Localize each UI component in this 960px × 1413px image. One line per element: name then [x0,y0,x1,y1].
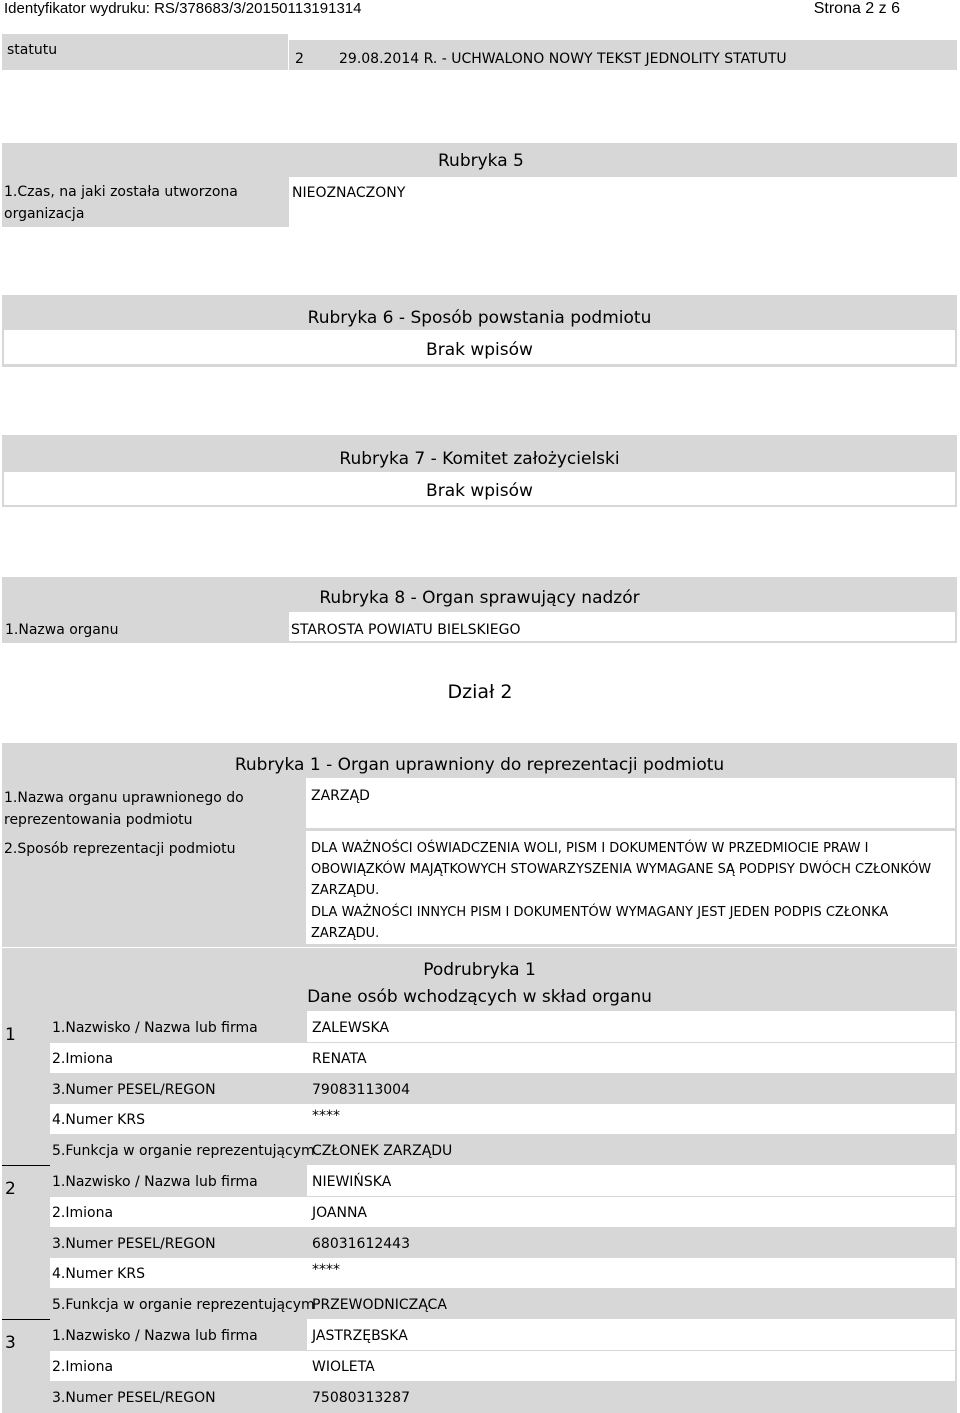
statute-value-cell [289,40,957,70]
rubryka5-title: Rubryka 5 [438,151,524,171]
podrubryka-title: Podrubryka 1 [423,960,536,980]
person-row [50,1197,955,1227]
person-3 [0,1319,960,1413]
person-field-value: JASTRZĘBSKA [312,1328,408,1344]
person-number: 2 [5,1179,16,1199]
person-field-value: 75080313287 [312,1390,410,1406]
person-field-label: 5.Funkcja w organie reprezentującym [52,1143,315,1159]
podrubryka-subtitle: Dane osób wchodzących w skład organu [307,987,652,1007]
person-divider [2,1165,50,1166]
rubryka7-title: Rubryka 7 - Komitet założycielski [339,449,620,469]
person-field-label: 3.Numer PESEL/REGON [52,1390,216,1406]
person-field-value: CZŁONEK ZARZĄDU [312,1143,453,1159]
rubryka1-field1-value: ZARZĄD [311,788,370,804]
person-1 [0,1011,960,1166]
rubryka5-field-value: NIEOZNACZONY [292,185,406,201]
person-row [50,1351,955,1381]
rubryka8-value-cell [289,612,955,641]
rubryka8-field-value: STAROSTA POWIATU BIELSKIEGO [291,622,521,638]
person-value-cell [307,1319,955,1350]
rubryka1-field2-text2: DLA WAŻNOŚCI INNYCH PISM I DOKUMENTÓW WYMAGANY JEST JEDEN PODPIS CZŁONKA ZARZĄDU. [311,905,889,941]
statute-text: 29.08.2014 R. - UCHWALONO NOWY TEKST JEDNOLITY STATUTU [339,51,787,67]
person-row [50,1043,955,1073]
rubryka6-block [2,295,957,367]
rubryka8-block [2,577,957,643]
person-field-value: NIEWIŃSKA [312,1174,392,1190]
rubryka7-body [4,472,955,505]
rubryka8-title: Rubryka 8 - Organ sprawujący nadzór [319,588,640,608]
rubryka1-field1-label: 1.Nazwa organu uprawnionego do reprezentowania podmiotu [4,790,244,828]
person-number: 3 [5,1333,16,1353]
person-value-cell [307,1165,955,1196]
person-divider [2,1319,50,1320]
person-field-label: 5.Funkcja w organie reprezentującym [52,1297,315,1313]
person-value-cell [307,1011,955,1042]
rubryka7-block [2,435,957,507]
page-number: Strona 2 z 6 [813,0,900,17]
statute-label-cell [2,34,288,70]
rubryka6-title: Rubryka 6 - Sposób powstania podmiotu [307,308,652,328]
person-2 [0,1165,960,1320]
rubryka1-field2-label: 2.Sposób reprezentacji podmiotu [4,841,236,857]
rubryka1-field1-cell [306,778,955,828]
person-field-value: 79083113004 [312,1082,410,1098]
rubryka7-empty: Brak wpisów [426,481,533,501]
person-field-label: 4.Numer KRS [52,1266,145,1282]
rubryka5-value-cell [289,177,957,227]
statute-label: statutu [7,42,58,58]
person-row [50,1258,955,1288]
dzial-title: Dział 2 [447,681,513,703]
person-field-value: PRZEWODNICZĄCA [312,1297,447,1313]
person-number: 1 [5,1025,16,1045]
rubryka1-title: Rubryka 1 - Organ uprawniony do reprezentacji podmiotu [234,755,725,775]
person-field-value: WIOLETA [312,1359,375,1375]
person-field-label: 3.Numer PESEL/REGON [52,1236,216,1252]
rubryka5-field-label: 1.Czas, na jaki została utworzona organizacja [4,184,238,222]
statute-number: 2 [295,51,304,67]
print-identifier: Identyfikator wydruku: RS/378683/3/20150113191314 [4,0,362,17]
person-field-value: ZALEWSKA [312,1020,390,1036]
person-field-label: 1.Nazwisko / Nazwa lub firma [52,1174,258,1190]
rubryka6-empty: Brak wpisów [426,340,533,360]
rubryka1-field2-text1: DLA WAŻNOŚCI OŚWIADCZENIA WOLI, PISM I DOKUMENTÓW W PRZEDMIOCIE PRAW I OBOWIĄZKÓW MAJĄTKOWYCH STOWARZYSZENIA WYMAGANE SĄ PODPISY DWÓCH CZŁONKÓW ZARZĄDU. [311,841,932,898]
person-field-value: 68031612443 [312,1236,410,1252]
person-field-label: 1.Nazwisko / Nazwa lub firma [52,1020,258,1036]
person-field-label: 2.Imiona [52,1051,114,1067]
person-field-label: 3.Numer PESEL/REGON [52,1082,216,1098]
person-field-label: 2.Imiona [52,1359,114,1375]
rubryka1-block [2,743,957,947]
person-field-label: 2.Imiona [52,1205,114,1221]
person-row [50,1104,955,1134]
rubryka8-field-label: 1.Nazwa organu [5,622,119,638]
person-field-value: JOANNA [312,1205,368,1221]
person-field-value: **** [312,1108,340,1124]
person-field-label: 1.Nazwisko / Nazwa lub firma [52,1328,258,1344]
person-field-value: **** [312,1262,340,1278]
rubryka1-field2-cell [306,831,955,944]
rubryka6-body [4,330,955,364]
person-field-value: RENATA [312,1051,367,1067]
person-field-label: 4.Numer KRS [52,1112,145,1128]
